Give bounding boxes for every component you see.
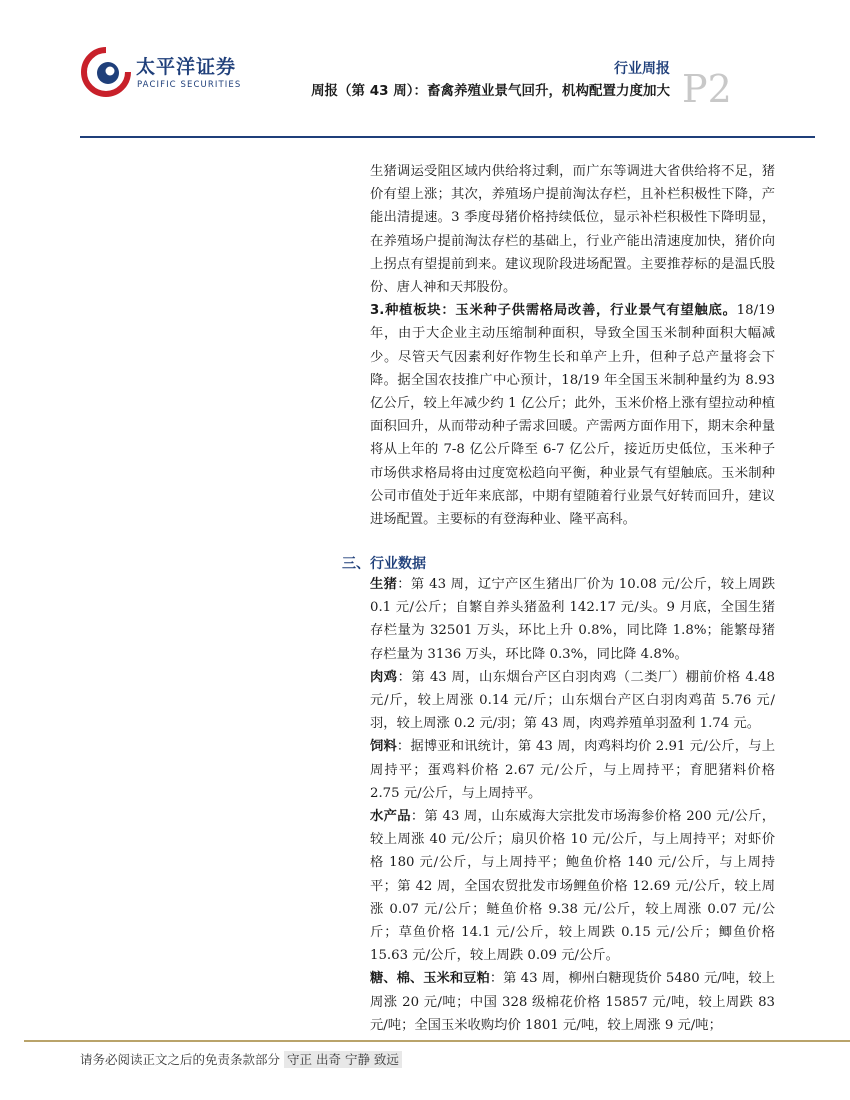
- data-label: 生猪: [370, 577, 398, 592]
- report-title: 周报（第 43 周）：畜禽养殖业景气回升，机构配置力度加大: [311, 83, 670, 99]
- disclaimer: 请务必阅读正文之后的免责条款部分: [80, 1052, 281, 1067]
- company-motto: 守正 出奇 宁静 致远: [284, 1051, 402, 1068]
- data-item-broiler: 肉鸡：第 43 周，山东烟台产区白羽肉鸡（二类厂）棚前价格 4.48 元/斤，较上周涨 0.14 元/斤；山东烟台产区白羽肉鸡苗 5.76 元/羽，较上周涨 0.2 元/羽；第 43 周，肉鸡养殖单羽盈利 1.74 元。: [370, 669, 776, 732]
- footer-divider: [24, 1040, 850, 1042]
- section-heading: 三、行业数据: [342, 556, 426, 572]
- data-text: 第 43 周，山东威海大宗批发市场海参价格 200 元/公斤，较上周涨 40 元/公斤；扇贝价格 10 元/公斤，与上周持平；对虾价格 180 元/公斤，与上周持平；鲍鱼价格 140 元/公斤，与上周持平；第 42 周，全国农贸批发市场鲤鱼价格 12.69 元/公斤，较上周涨 0.07 元/公斤；鲢鱼价格 9.38 元/公斤，较上周涨 0.07 元/公斤；草鱼价格 14.1 元/公斤，较上周跌 0.15 元/公斤；鲫鱼价格 15.63 元/公斤，较上周跌 0.09 元/公斤。: [370, 809, 776, 964]
- data-label: 肉鸡: [370, 669, 398, 685]
- footer: [80, 1050, 402, 1068]
- data-text: 第 43 周，柳州白糖现货价 5480 元/吨，较上周涨 20 元/吨；中国 328 级棉花价格 15857 元/吨，较上周跌 83 元/吨；全国玉米收购均价 1801 元/吨，较上周涨 9 元/吨；: [370, 971, 776, 1033]
- data-text: 第 43 周，辽宁产区生猪出厂价为 10.08 元/公斤，较上周跌 0.1 元/公斤；自繁自养头猪盈利 142.17 元/头。9 月底，全国生猪存栏量为 32501 万头，环比上升 0.8%，同比降 1.8%；能繁母猪存栏量为 3136 万头，环比降 0.3%，同比降 4.8%。: [370, 577, 776, 662]
- logo-english: PACIFIC SECURITIES: [137, 80, 242, 90]
- data-label: 饲料: [370, 739, 397, 755]
- logo-chinese: 太平洋证券: [136, 56, 237, 78]
- data-text: 第 43 周，山东烟台产区白羽肉鸡（二类厂）棚前价格 4.48 元/斤，较上周涨 0.14 元/斤；山东烟台产区白羽肉鸡苗 5.76 元/羽，较上周涨 0.2 元/羽；第 43 周，肉鸡养殖单羽盈利 1.74 元。: [370, 669, 776, 732]
- data-item-feed: 饲料：据博亚和讯统计，第 43 周，肉鸡料均价 2.91 元/公斤，与上周持平；蛋鸡料价格 2.67 元/公斤，与上周持平；育肥猪料价格 2.75 元/公斤，与上周持平。: [370, 739, 776, 801]
- paragraph-heading: 3.种植板块：玉米种子供需格局改善，行业景气有望触底。: [370, 303, 737, 319]
- data-label: 糖、棉、玉米和豆粕: [370, 971, 490, 987]
- data-text: 据博亚和讯统计，第 43 周，肉鸡料均价 2.91 元/公斤，与上周持平；蛋鸡料价格 2.67 元/公斤，与上周持平；育肥猪料价格 2.75 元/公斤，与上周持平。: [370, 739, 776, 801]
- paragraph-body: 18/19 年，由于大企业主动压缩制种面积，导致全国玉米制种面积大幅减少。尽管天气因素利好作物生长和单产上升，但种子总产量将会下降。据全国农技推广中心预计，18/19 年全国玉米制种量约为 8.93 亿公斤，较上年减少约 1 亿公斤；此外，玉米价格上涨有望拉动种植面积回升，从而带动种子需求回暖。产需两方面作用下，期末余种量将从上年的 7-8 亿公斤降至 6-7 亿公斤，接近历史低位，玉米种子市场供求格局将由过度宽松趋向平衡，种业景气有望触底。玉米制种公司市值处于近年来底部，中期有望随着行业景气好转而回升，建议进场配置。主要标的有登海种业、隆平高科。: [370, 303, 775, 528]
- data-item-hog: 生猪：第 43 周，辽宁产区生猪出厂价为 10.08 元/公斤，较上周跌 0.1 元/公斤；自繁自养头猪盈利 142.17 元/头。9 月底，全国生猪存栏量为 32501 万头，环比上升 0.8%，同比降 1.8%；能繁母猪存栏量为 3136 万头，环比降 0.3%，同比降 4.8%。: [370, 577, 776, 662]
- data-item-commodities: 糖、棉、玉米和豆粕：第 43 周，柳州白糖现货价 5480 元/吨，较上周涨 20 元/吨；中国 328 级棉花价格 15857 元/吨，较上周跌 83 元/吨；全国玉米收购均价 1801 元/吨，较上周涨 9 元/吨；: [370, 971, 776, 1033]
- company-logo: [80, 46, 250, 102]
- page-number: P2: [682, 67, 732, 111]
- header-divider: [80, 136, 815, 138]
- paragraph-planting: [370, 299, 775, 531]
- data-label: 水产品: [370, 809, 411, 825]
- data-item-aquatic: 水产品：第 43 周，山东威海大宗批发市场海参价格 200 元/公斤，较上周涨 40 元/公斤；扇贝价格 10 元/公斤，与上周持平；对虾价格 180 元/公斤，与上周持平；鲍鱼价格 140 元/公斤，与上周持平；第 42 周，全国农贸批发市场鲤鱼价格 12.69 元/公斤，较上周涨 0.07 元/公斤；鲢鱼价格 9.38 元/公斤，较上周涨 0.07 元/公斤；草鱼价格 14.1 元/公斤，较上周跌 0.15 元/公斤；鲫鱼价格 15.63 元/公斤，较上周跌 0.09 元/公斤。: [370, 809, 776, 964]
- industry-data: [370, 573, 775, 1037]
- body-text: [370, 160, 775, 531]
- report-type: 行业周报: [614, 61, 670, 77]
- pacific-logo-icon: [80, 46, 132, 98]
- paragraph-hog: 生猪调运受阻区域内供给将过剩，而广东等调进大省供给将不足，猪价有望上涨；其次，养殖场户提前淘汰存栏，且补栏积极性下降，产能出清提速。3 季度母猪价格持续低位，显示补栏积极性下降明显，在养殖场户提前淘汰存栏的基础上，行业产能出清速度加快，猪价向上拐点有望提前到来。建议现阶段进场配置。主要推荐标的是温氏股份、唐人神和天邦股份。: [370, 164, 775, 296]
